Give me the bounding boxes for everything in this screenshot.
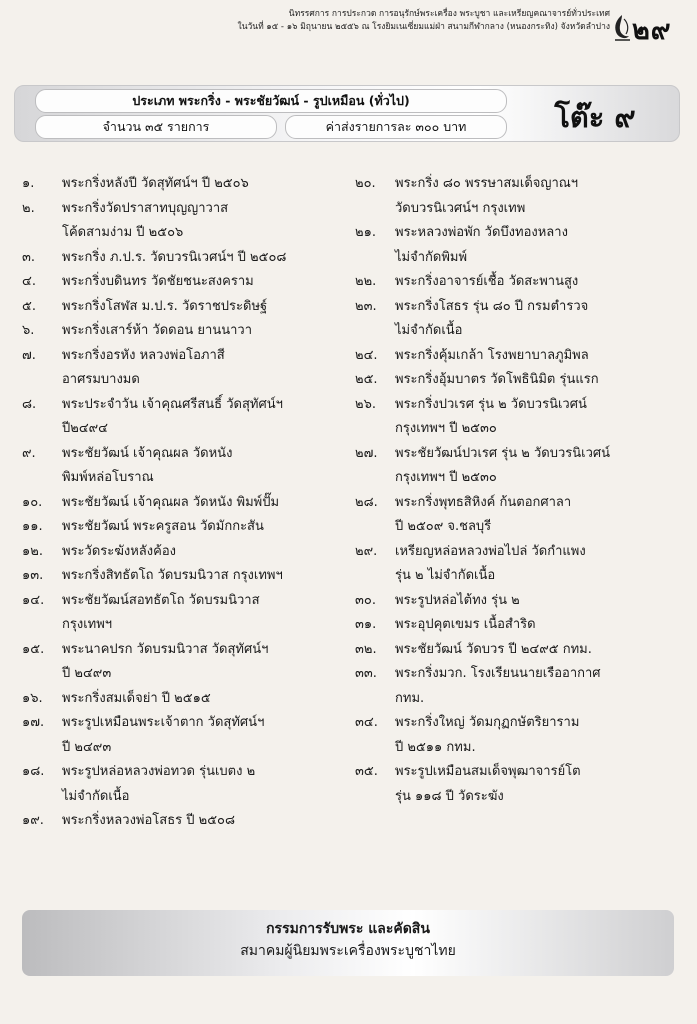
page-number: ๒๙ <box>632 15 672 46</box>
item-number: ๓๓. <box>355 666 377 681</box>
list-item <box>355 613 675 638</box>
item-number: ๒๕. <box>355 372 378 387</box>
item-text: ไม่จำกัดเนื้อ <box>395 323 463 338</box>
item-text: พระชัยวัฒน์ พระครูสอน วัดมักกะสัน <box>62 519 264 534</box>
item-text: โค้ดสามง่าม ปี ๒๕๐๖ <box>62 225 184 240</box>
item-number: ๓๐. <box>355 592 376 608</box>
item-text: พระกริ่งพุทธสิหิงค์ ก้นตอกศาลา <box>395 494 572 510</box>
event-title: นิทรรศการ การประกวด การอนุรักษ์พระเครื่อง พระบูชา และเหรียญคณาจารย์ทั่วประเทศ <box>288 9 610 19</box>
item-text: พระกริ่งสมเด็จย่า ปี ๒๕๑๕ <box>62 690 211 706</box>
list-item <box>22 711 342 760</box>
item-text: พระรูปหล่อหลวงพ่อทวด รุ่นเบตง ๒ <box>62 764 256 779</box>
list-item <box>355 540 675 589</box>
item-text: พระกริ่งอาจารย์เชื้อ วัดสะพานสูง <box>395 274 579 289</box>
item-text: ปี ๒๕๑๑ กทม. <box>395 739 476 755</box>
item-text: พิมพ์หล่อโบราณ <box>62 470 154 485</box>
list-item <box>355 295 675 344</box>
footer-association: สมาคมผู้นิยมพระเครื่องพระบูชาไทย <box>240 943 456 959</box>
item-number: ๒๒. <box>355 274 377 289</box>
item-text: พระรูปหล่อไต้ทง รุ่น ๒ <box>395 592 520 608</box>
list-item <box>22 197 342 246</box>
item-text: พระชัยวัฒน์ เจ้าคุณผล วัดหนัง <box>62 445 233 461</box>
item-text: พระนาคปรก วัดบรมนิวาส วัดสุทัศน์ฯ <box>62 641 269 657</box>
item-text: รุ่น ๒ ไม่จำกัดเนื้อ <box>395 568 496 583</box>
item-text: ไม่จำกัดพิมพ์ <box>395 249 468 265</box>
list-item <box>22 809 342 834</box>
item-number: ๑๙. <box>22 813 44 828</box>
item-number: ๑๔. <box>22 592 45 608</box>
item-text: พระชัยวัฒน์ เจ้าคุณผล วัดหนัง พิมพ์ปั๊ม <box>62 494 280 510</box>
item-text: เหรียญหล่อหลวงพ่อไปล่ วัดกำแพง <box>395 543 586 559</box>
item-text: พระกริ่งหลวงพ่อโสธร ปี ๒๕๐๘ <box>62 813 236 828</box>
item-text: พระชัยวัฒน์สอทธัตโถ วัดบรมนิวาส <box>62 592 260 608</box>
list-item <box>22 172 342 197</box>
item-text: พระกริ่งอุ้มบาตร วัดโพธินิมิต รุ่นแรก <box>395 372 599 387</box>
list-item <box>22 760 342 809</box>
item-number: ๙. <box>22 445 36 461</box>
list-item <box>22 540 342 565</box>
item-number: ๒๗. <box>355 445 378 461</box>
item-list-left <box>22 172 342 834</box>
item-number: ๑๐. <box>22 494 43 510</box>
item-text: พระกริ่ง ๘๐ พรรษาสมเด็จญาณฯ <box>395 176 579 191</box>
item-number: ๒๙. <box>355 543 378 559</box>
item-number: ๒๔. <box>355 347 378 363</box>
list-item <box>355 172 675 221</box>
item-number: ๓๔. <box>355 715 378 730</box>
event-info <box>170 8 610 34</box>
item-text: พระกริ่งปวเรศ รุ่น ๒ วัดบวรนิเวศน์ <box>395 396 587 412</box>
item-text: อาศรมบางมด <box>62 372 140 387</box>
item-number: ๒๐. <box>355 176 376 191</box>
list-item <box>22 564 342 589</box>
item-number: ๑๖. <box>22 690 43 706</box>
table-number: โต๊ะ ๙ <box>554 100 636 134</box>
item-number: ๘. <box>22 396 37 412</box>
item-number: ๑๓. <box>22 568 44 583</box>
item-number: ๒๖. <box>355 396 376 412</box>
item-text: พระกริ่งอรหัง หลวงพ่อโอภาสี <box>62 347 225 363</box>
item-number: ๑๘. <box>22 764 45 779</box>
list-item <box>355 589 675 614</box>
list-item <box>22 319 342 344</box>
item-text: ไม่จำกัดเนื้อ <box>62 788 130 804</box>
item-number: ๒๘. <box>355 494 378 510</box>
list-item <box>22 638 342 687</box>
item-text: กรุงเทพฯ <box>62 617 113 632</box>
category-title: ประเภท พระกริ่ง - พระชัยวัฒน์ - รูปเหมือน (ทั่วไป) <box>35 89 507 113</box>
item-number: ๒๓. <box>355 298 377 314</box>
item-text: ปี ๒๔๙๓ <box>62 666 112 681</box>
list-item <box>22 270 342 295</box>
item-text: พระกริ่งใหญ่ วัดมกุฏกษัตริยาราม <box>395 715 580 730</box>
item-text: พระกริ่งคุ้มเกล้า โรงพยาบาลภูมิพล <box>395 347 589 363</box>
item-number: ๒. <box>22 200 35 216</box>
item-text: พระกริ่งสิทธัตโถ วัดบรมนิวาส กรุงเทพฯ <box>62 568 283 583</box>
item-number: ๓๑. <box>355 617 377 632</box>
item-number: ๑๑. <box>22 519 43 534</box>
item-number: ๔. <box>22 274 36 289</box>
list-item <box>22 295 342 320</box>
list-item <box>22 687 342 712</box>
list-item <box>355 270 675 295</box>
list-item <box>22 246 342 271</box>
item-text: พระกริ่งหลังปี วัดสุทัศน์ฯ ปี ๒๕๐๖ <box>62 176 249 191</box>
association-logo-icon <box>612 14 632 42</box>
item-text: ปี ๒๔๙๓ <box>62 739 112 755</box>
list-item <box>355 491 675 540</box>
list-item <box>355 760 675 809</box>
item-number: ๖. <box>22 323 35 338</box>
item-count: จำนวน ๓๕ รายการ <box>35 115 277 139</box>
list-item <box>355 711 675 760</box>
item-text: กรุงเทพฯ ปี ๒๕๓๐ <box>395 470 497 485</box>
item-text: รุ่น ๑๑๘ ปี วัดระฆัง <box>395 788 504 804</box>
item-text: พระรูปเหมือนสมเด็จพุฒาจารย์โต <box>395 764 581 779</box>
item-text: พระอุปคุตเขมร เนื้อสำริด <box>395 617 536 632</box>
item-number: ๗. <box>22 347 36 363</box>
list-item <box>22 393 342 442</box>
item-text: พระกริ่งบดินทร วัดชัยชนะสงคราม <box>62 274 254 289</box>
item-text: พระกริ่งวัดปราสาทบุญญาวาส <box>62 200 229 216</box>
item-text: พระประจำวัน เจ้าคุณศรีสนธิ์ วัดสุทัศน์ฯ <box>62 396 283 412</box>
item-number: ๕. <box>22 298 36 314</box>
entry-fee: ค่าส่งรายการละ ๓๐๐ บาท <box>285 115 507 139</box>
list-item <box>355 393 675 442</box>
item-text: พระชัยวัฒน์ วัดบวร ปี ๒๔๙๕ กทม. <box>395 641 592 657</box>
item-number: ๓๒. <box>355 641 377 657</box>
list-item <box>22 344 342 393</box>
item-text: พระรูปเหมือนพระเจ้าตาก วัดสุทัศน์ฯ <box>62 715 265 730</box>
item-text: พระกริ่งโสธร รุ่น ๘๐ ปี กรมตำรวจ <box>395 298 589 314</box>
list-item <box>22 515 342 540</box>
item-number: ๓. <box>22 249 36 265</box>
list-item <box>355 638 675 663</box>
item-text: กทม. <box>395 690 425 706</box>
footer-committee: กรรมการรับพระ และคัดสิน <box>266 921 430 937</box>
list-item <box>22 442 342 491</box>
list-item <box>355 662 675 711</box>
list-item <box>355 442 675 491</box>
item-text: วัดบวรนิเวศน์ฯ กรุงเทพ <box>395 200 526 216</box>
item-text: พระกริ่งโสฬส ม.ป.ร. วัดราชประดิษฐ์ <box>62 298 268 314</box>
item-text: ปี ๒๕๐๙ จ.ชลบุรี <box>395 519 492 534</box>
event-date-venue: ในวันที่ ๑๕ - ๑๖ มิถุนายน ๒๕๕๖ ณ โรงยิมเนเซี่ยมแม่ฝ่า สนามกีฬากลาง (หนองกระทิง) จังหวัดลำปาง <box>237 22 610 32</box>
item-number: ๑. <box>22 176 35 191</box>
item-text: พระหลวงพ่อพัก วัดบึงทองหลาง <box>395 225 568 240</box>
list-item <box>22 589 342 638</box>
list-item <box>355 221 675 270</box>
category-banner <box>14 85 680 142</box>
list-item <box>355 368 675 393</box>
item-text: พระชัยวัฒน์ปวเรศ รุ่น ๒ วัดบวรนิเวศน์ <box>395 445 611 461</box>
list-item <box>22 491 342 516</box>
item-number: ๑๗. <box>22 715 45 730</box>
item-text: พระวัดระฆังหลังค้อง <box>62 543 176 559</box>
item-list-right <box>355 172 675 809</box>
footer-banner <box>22 910 674 976</box>
item-text: พระกริ่งมวก. โรงเรียนนายเรืออากาศ <box>395 666 601 681</box>
item-number: ๓๕. <box>355 764 378 779</box>
item-text: ปี๒๔๙๔ <box>62 421 109 436</box>
item-number: ๑๕. <box>22 641 45 657</box>
item-text: กรุงเทพฯ ปี ๒๕๓๐ <box>395 421 497 436</box>
item-text: พระกริ่งเสาร์ห้า วัดดอน ยานนาวา <box>62 323 252 338</box>
list-item <box>355 344 675 369</box>
item-number: ๑๒. <box>22 543 43 559</box>
item-text: พระกริ่ง ภ.ป.ร. วัดบวรนิเวศน์ฯ ปี ๒๕๐๘ <box>62 249 287 265</box>
item-number: ๒๑. <box>355 225 376 240</box>
